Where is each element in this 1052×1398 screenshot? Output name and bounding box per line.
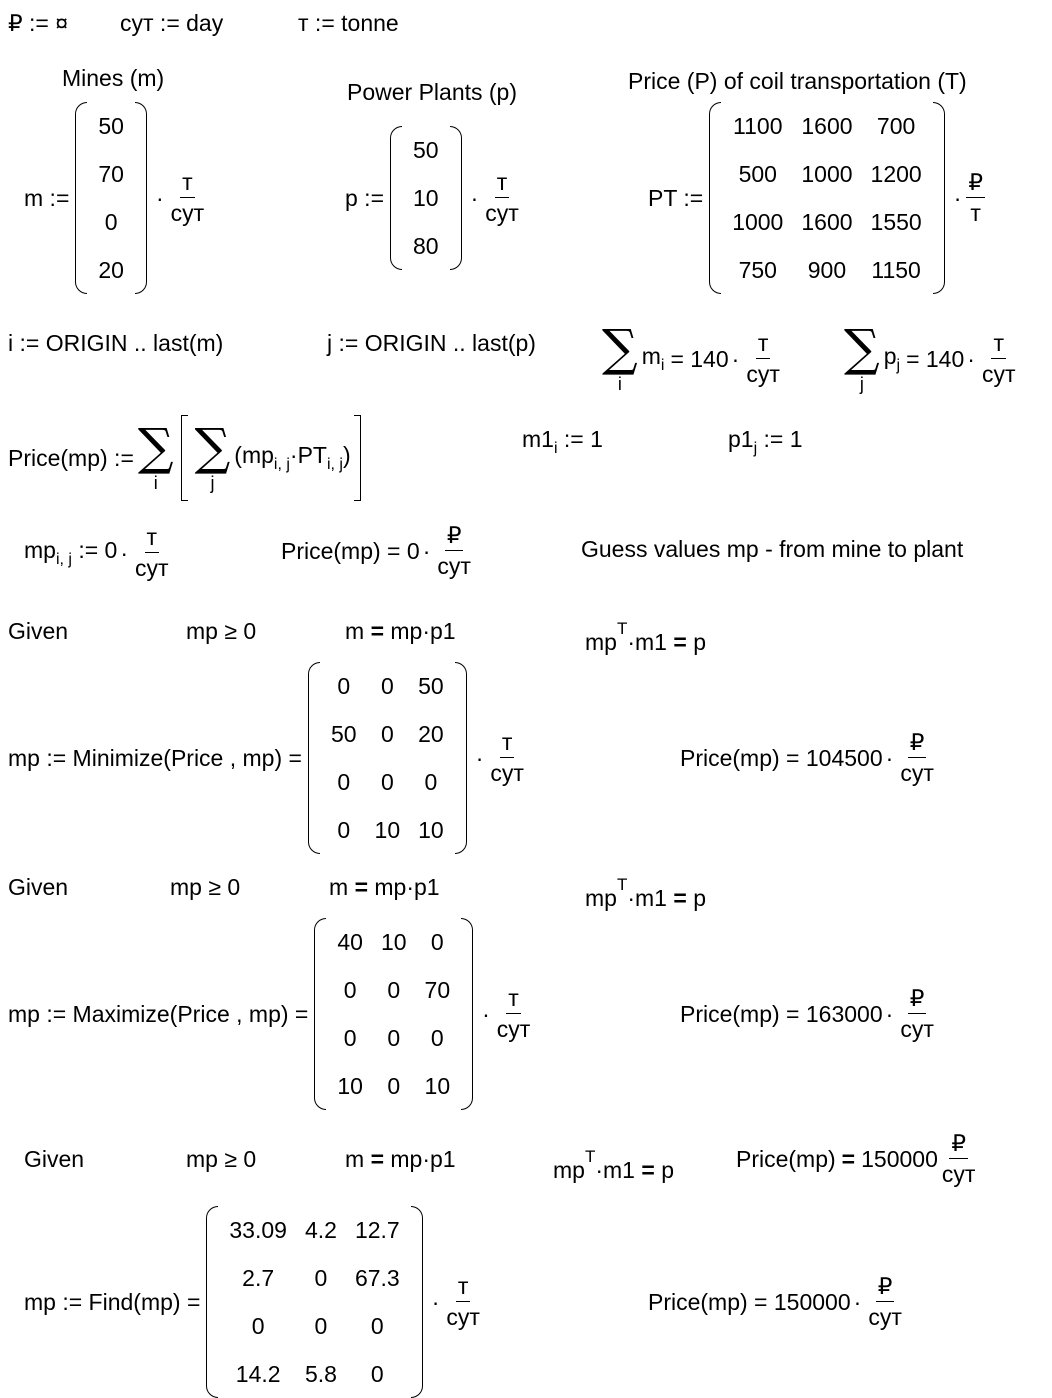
guess-price bbox=[281, 518, 475, 584]
matrix-cell: 1100 bbox=[733, 112, 783, 139]
target-price-value: 150000 bbox=[861, 1145, 938, 1172]
plants-definition bbox=[345, 128, 523, 268]
minimize-matrix bbox=[306, 662, 469, 854]
price-function-definition bbox=[8, 412, 364, 504]
matrix-cell: 70 bbox=[98, 160, 124, 187]
mines-definition bbox=[24, 104, 208, 292]
unit-denominator: сут bbox=[900, 1016, 934, 1042]
given-label: Given bbox=[8, 618, 69, 644]
matrix-cell: 0 bbox=[430, 928, 444, 955]
unit-fraction bbox=[898, 731, 936, 785]
def-ruble: ₽ := ¤ bbox=[8, 10, 69, 36]
unit-denominator: т bbox=[970, 200, 981, 226]
sum-operator: ∑ j bbox=[194, 418, 231, 493]
maximize-matrix bbox=[312, 918, 475, 1110]
matrix-cell: 0 bbox=[380, 720, 394, 747]
sum-p-expression bbox=[840, 314, 1019, 404]
unit-numerator: т bbox=[756, 332, 771, 359]
constraint-mines: m = mp·p1 bbox=[345, 1146, 456, 1172]
pt-matrix bbox=[707, 102, 947, 294]
range-j: j := ORIGIN .. last(p) bbox=[327, 330, 536, 356]
maximize-lhs: mp := Maximize(Price , mp) = bbox=[8, 1000, 309, 1027]
matrix-cell: 0 bbox=[370, 1312, 384, 1339]
matrix-cell: 700 bbox=[876, 112, 916, 139]
guess-note: Guess values mp - from mine to plant bbox=[581, 536, 964, 562]
matrix-cell: 0 bbox=[251, 1312, 265, 1339]
matrix-cell: 0 bbox=[314, 1264, 328, 1291]
maximize-price-value: Price(mp) = 163000 bbox=[680, 1000, 883, 1027]
range-i: i := ORIGIN .. last(m) bbox=[8, 330, 224, 356]
matrix-cell: 1600 bbox=[801, 112, 853, 139]
unit-denominator: сут bbox=[868, 1304, 902, 1330]
guess-lhs: $mp_{i, j}$ := 0 bbox=[24, 536, 118, 568]
matrix-cell: 0 bbox=[387, 1072, 401, 1099]
matrix-cell: 0 bbox=[424, 768, 438, 795]
matrix-cell: 67.3 bbox=[354, 1264, 400, 1291]
matrix-cell: 0 bbox=[337, 672, 351, 699]
mines-matrix bbox=[73, 102, 149, 294]
matrix-cell: 0 bbox=[387, 976, 401, 1003]
unit-numerator: т bbox=[456, 1275, 471, 1302]
matrix-cell: 12.7 bbox=[354, 1216, 400, 1243]
unit-fraction bbox=[495, 987, 533, 1041]
matrix-cell: 0 bbox=[104, 208, 118, 235]
unit-numerator: ₽ bbox=[966, 171, 985, 198]
unit-denominator: сут bbox=[941, 1161, 976, 1187]
constraint-plants: $mp^T\cdot m1 = p$ bbox=[585, 619, 706, 655]
unit-numerator: ₽ bbox=[876, 1275, 895, 1302]
unit-denominator: сут bbox=[437, 553, 471, 579]
matrix-cell: 500 bbox=[738, 160, 777, 187]
unit-numerator: ₽ bbox=[445, 524, 464, 551]
find-price bbox=[648, 1268, 906, 1336]
sum-p-value: = 140 bbox=[906, 345, 965, 372]
sum-m-var: $m_i$ bbox=[641, 342, 665, 374]
minimize-lhs: mp := Minimize(Price , mp) = bbox=[8, 744, 302, 771]
unit-fraction bbox=[980, 332, 1018, 386]
guess-price-value: Price(mp) = 0 bbox=[281, 537, 420, 564]
dot-operator: · bbox=[967, 345, 975, 372]
dot-operator: · bbox=[155, 184, 164, 211]
minimize-price bbox=[680, 724, 938, 792]
sum-operator: ∑ j bbox=[844, 319, 880, 394]
dot-operator: · bbox=[885, 1000, 894, 1027]
dot-operator: · bbox=[475, 744, 484, 771]
matrix-cell: 750 bbox=[738, 256, 777, 283]
unit-denominator: сут bbox=[170, 200, 205, 226]
price-fn-lhs: Price(mp) := bbox=[8, 444, 134, 471]
pt-lhs: PT := bbox=[648, 184, 704, 211]
dot-operator: · bbox=[885, 744, 894, 771]
unit-numerator: т bbox=[506, 987, 521, 1014]
matrix-cell: 20 bbox=[418, 720, 444, 747]
constraint-nonneg: mp ≥ 0 bbox=[170, 874, 241, 900]
heading-plants: Power Plants (p) bbox=[347, 79, 518, 105]
unit-fraction bbox=[744, 332, 782, 386]
unit-denominator: сут bbox=[490, 760, 524, 786]
equality-operator: = bbox=[841, 1145, 856, 1172]
matrix-cell: 10 bbox=[413, 184, 439, 211]
dot-operator: · bbox=[482, 1000, 490, 1027]
right-bracket bbox=[354, 415, 361, 501]
matrix-cell: 10 bbox=[424, 1072, 451, 1099]
constraint-mines: m = mp·p1 bbox=[329, 874, 440, 900]
unit-numerator: т bbox=[145, 526, 160, 553]
matrix-cell: 1000 bbox=[801, 160, 853, 187]
matrix-cell: 14.2 bbox=[235, 1360, 281, 1387]
pt-definition bbox=[648, 104, 987, 292]
matrix-cell: 0 bbox=[343, 976, 357, 1003]
matrix-cell: 50 bbox=[98, 112, 124, 139]
matrix-cell: 10 bbox=[374, 816, 401, 843]
unit-fraction bbox=[435, 524, 473, 578]
matrix-cell: 50 bbox=[330, 720, 357, 747]
matrix-cell: 10 bbox=[418, 816, 444, 843]
matrix-cell: 1550 bbox=[870, 208, 922, 235]
matrix-cell: 33.09 bbox=[229, 1216, 287, 1243]
unit-denominator: сут bbox=[981, 361, 1016, 387]
matrix-cell: 50 bbox=[413, 136, 439, 163]
unit-numerator: ₽ bbox=[908, 987, 927, 1014]
matrix-cell: 900 bbox=[807, 256, 847, 283]
find-lhs: mp := Find(mp) = bbox=[24, 1288, 201, 1315]
dot-operator: · bbox=[431, 1288, 440, 1315]
unit-denominator: сут bbox=[900, 760, 934, 786]
matrix-cell: 0 bbox=[380, 672, 394, 699]
dot-operator: · bbox=[731, 345, 740, 372]
unit-numerator: т bbox=[991, 332, 1006, 359]
matrix-cell: 4.2 bbox=[304, 1216, 337, 1243]
matrix-cell: 2.7 bbox=[242, 1264, 275, 1291]
matrix-cell: 0 bbox=[343, 1024, 357, 1051]
matrix-cell: 0 bbox=[337, 768, 351, 795]
unit-denominator: сут bbox=[446, 1304, 480, 1330]
m1-definition: $m1_i$ := 1 bbox=[522, 426, 603, 457]
matrix-cell: 1000 bbox=[732, 208, 784, 235]
unit-denominator: сут bbox=[496, 1016, 531, 1042]
matrix-cell: 0 bbox=[370, 1360, 384, 1387]
matrix-cell: 10 bbox=[337, 1072, 363, 1099]
dot-operator: · bbox=[470, 184, 479, 211]
unit-denominator: сут bbox=[135, 555, 169, 581]
sum-p-var: $p_j$ bbox=[883, 342, 901, 374]
constraint-plants: $mp^T\cdot m1 = p$ bbox=[553, 1147, 674, 1183]
constraint-plants: $mp^T\cdot m1 = p$ bbox=[585, 875, 706, 911]
def-sut: сут := day bbox=[120, 10, 224, 36]
maximize-result bbox=[8, 918, 534, 1110]
find-result bbox=[24, 1206, 484, 1398]
matrix-cell: 0 bbox=[387, 1024, 401, 1051]
unit-denominator: сут bbox=[746, 361, 780, 387]
sum-m-value: = 140 bbox=[670, 345, 729, 372]
unit-fraction bbox=[966, 171, 985, 225]
unit-numerator: т bbox=[495, 171, 510, 198]
matrix-cell: 70 bbox=[424, 976, 451, 1003]
p1-definition: $p1_j$ := 1 bbox=[728, 426, 803, 457]
unit-numerator: т bbox=[500, 731, 515, 758]
given-label: Given bbox=[24, 1146, 85, 1172]
dot-operator: · bbox=[853, 1288, 862, 1315]
matrix-cell: 1200 bbox=[870, 160, 922, 187]
unit-fraction bbox=[940, 1132, 978, 1186]
matrix-cell: 10 bbox=[380, 928, 407, 955]
unit-fraction bbox=[483, 171, 521, 225]
dot-operator: · bbox=[120, 539, 129, 566]
plants-matrix bbox=[388, 126, 464, 270]
matrix-cell: 80 bbox=[413, 232, 439, 259]
unit-fraction bbox=[169, 171, 207, 225]
matrix-cell: 0 bbox=[337, 816, 351, 843]
given-label: Given bbox=[8, 874, 69, 900]
left-bracket bbox=[181, 415, 188, 501]
matrix-cell: 40 bbox=[337, 928, 363, 955]
constraint-nonneg: mp ≥ 0 bbox=[186, 618, 257, 644]
matrix-cell: 0 bbox=[314, 1312, 328, 1339]
matrix-cell: 50 bbox=[418, 672, 444, 699]
find-target-price bbox=[736, 1124, 979, 1194]
unit-numerator: т bbox=[180, 171, 195, 198]
dot-operator: · bbox=[422, 537, 431, 564]
unit-fraction bbox=[866, 1275, 904, 1329]
unit-fraction bbox=[444, 1275, 482, 1329]
minimize-result bbox=[8, 662, 528, 854]
maximize-price bbox=[680, 980, 938, 1048]
unit-denominator: сут bbox=[485, 200, 519, 226]
minimize-price-value: Price(mp) = 104500 bbox=[680, 744, 883, 771]
find-price-value: Price(mp) = 150000 bbox=[648, 1288, 851, 1315]
find-matrix bbox=[204, 1206, 424, 1398]
matrix-cell: 20 bbox=[98, 256, 124, 283]
guess-definition bbox=[24, 522, 173, 584]
constraint-mines: m = mp·p1 bbox=[345, 618, 456, 644]
unit-numerator: ₽ bbox=[949, 1132, 968, 1159]
matrix-cell: 0 bbox=[380, 768, 394, 795]
plants-lhs: p := bbox=[345, 184, 385, 211]
mines-lhs: m := bbox=[24, 184, 70, 211]
unit-fraction bbox=[488, 731, 526, 785]
unit-numerator: ₽ bbox=[908, 731, 927, 758]
heading-price: Price (P) of coil transportation (T) bbox=[628, 68, 967, 94]
constraint-nonneg: mp ≥ 0 bbox=[186, 1146, 257, 1172]
sum-operator: ∑ i bbox=[137, 418, 174, 493]
sum-operator: ∑ i bbox=[602, 319, 638, 394]
unit-fraction bbox=[898, 987, 936, 1041]
target-price-lhs: Price(mp) bbox=[736, 1145, 836, 1172]
matrix-cell: 5.8 bbox=[304, 1360, 337, 1387]
heading-mines: Mines (m) bbox=[62, 65, 165, 91]
def-tonne: т := tonne bbox=[298, 10, 399, 36]
matrix-cell: 1600 bbox=[801, 208, 853, 235]
matrix-cell: 1150 bbox=[871, 256, 921, 283]
matrix-cell: 0 bbox=[430, 1024, 444, 1051]
sum-m-expression bbox=[598, 314, 784, 404]
dot-operator: · bbox=[953, 184, 962, 211]
price-fn-inner: $(mp_{i, j}\cdot PT_{i, j})$ bbox=[234, 441, 351, 473]
unit-fraction bbox=[133, 526, 171, 580]
